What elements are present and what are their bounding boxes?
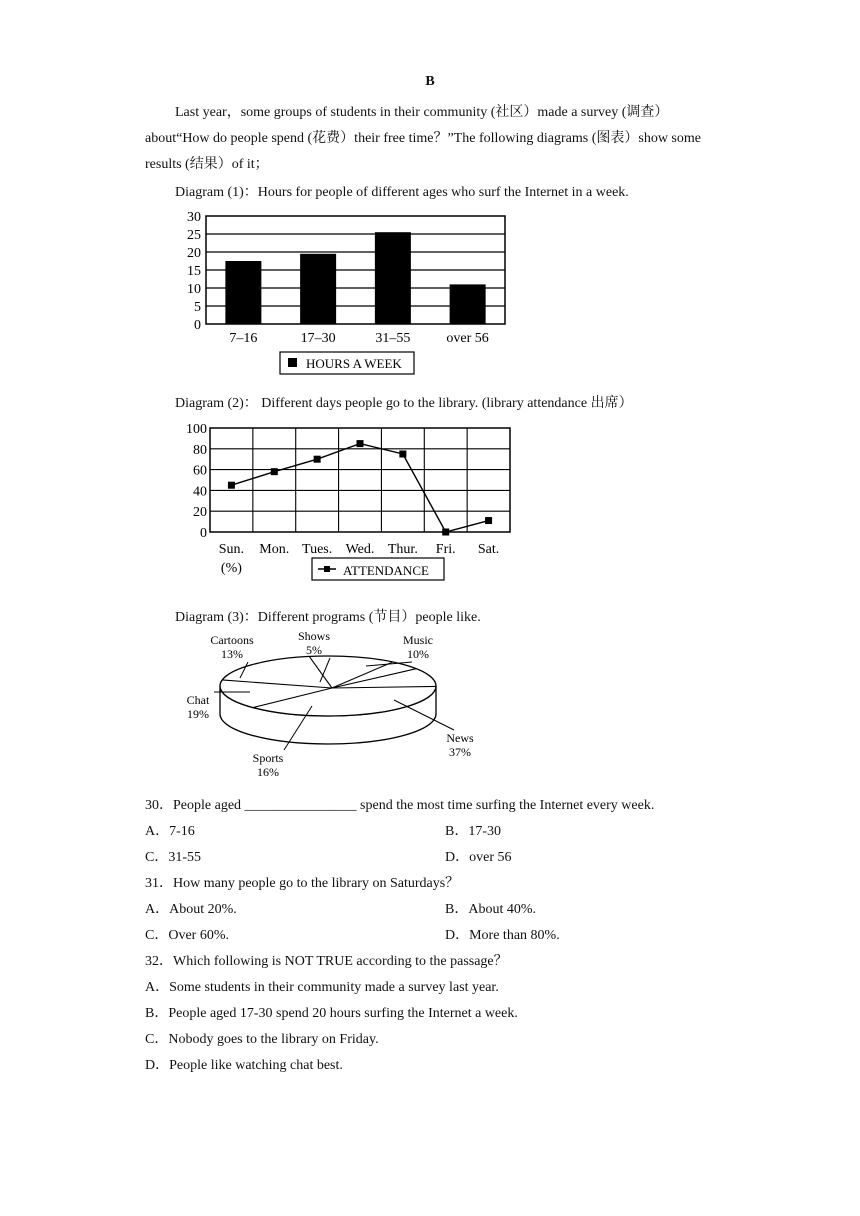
attendance-point-tues bbox=[314, 456, 321, 463]
pie-category-label: Chat bbox=[186, 693, 210, 707]
intro-paragraph: Last year，some groups of students in their community (社区）made a survey (调查）about“How do people spend (花费）their free time？”The following diagrams (图表）show some results (结果）of it； bbox=[145, 105, 701, 172]
bar-y-tick-label: 0 bbox=[194, 318, 201, 333]
bar-x-tick-label: 17–30 bbox=[300, 331, 336, 346]
line-x-tick-label: Sun. bbox=[218, 542, 245, 557]
bar-x-tick-label: 7–16 bbox=[229, 331, 258, 346]
line-x-tick-label: Tues. bbox=[302, 542, 333, 557]
question-31-option-b[interactable]: B．About 40%. bbox=[445, 902, 536, 917]
bar-chart bbox=[170, 204, 530, 380]
diagram-3-caption: Diagram (3)：Different programs (节目）people like. bbox=[175, 610, 481, 625]
question-32-option-c[interactable]: C．Nobody goes to the library on Friday. bbox=[145, 1032, 379, 1047]
pie-category-label: Shows bbox=[297, 630, 331, 643]
line-y-tick-label: 40 bbox=[193, 484, 207, 500]
bar-x-tick-label: over 56 bbox=[446, 331, 489, 346]
line-y-tick-label: 80 bbox=[193, 442, 207, 458]
pie-value-label: 19% bbox=[187, 707, 209, 721]
attendance-point-sat bbox=[485, 517, 492, 524]
bar-legend bbox=[280, 352, 414, 374]
pie-category-label: Sports bbox=[252, 751, 284, 765]
line-chart bbox=[170, 418, 530, 588]
section-heading: B bbox=[425, 74, 435, 89]
bar-legend-label: HOURS A WEEK bbox=[306, 356, 402, 371]
pie-value-label: 13% bbox=[221, 647, 243, 661]
bar-y-tick-label: 25 bbox=[187, 228, 201, 243]
pie-category-label: News bbox=[446, 731, 474, 745]
diagram-1-caption: Diagram (1)：Hours for people of different ages who surf the Internet in a week. bbox=[175, 185, 629, 200]
pie-category-label: Music bbox=[403, 633, 433, 647]
bar-y-tick-label: 10 bbox=[187, 282, 201, 297]
line-x-tick-label: Thur. bbox=[387, 542, 418, 557]
question-30-option-a[interactable]: A．7-16 bbox=[145, 824, 195, 839]
bar-y-tick-label: 15 bbox=[187, 264, 201, 279]
attendance-point-mon bbox=[271, 468, 278, 475]
question-31-option-c[interactable]: C．Over 60%. bbox=[145, 928, 229, 943]
pie-value-label: 37% bbox=[449, 745, 471, 759]
pie-value-label: 16% bbox=[257, 765, 279, 779]
bar-x-tick-label: 31–55 bbox=[375, 331, 411, 346]
line-legend bbox=[312, 558, 444, 580]
line-legend-label: ATTENDANCE bbox=[343, 563, 429, 578]
line-x-tick-label: Fri. bbox=[435, 542, 456, 557]
line-x-tick-label: Sat. bbox=[477, 542, 500, 557]
bar-y-tick-label: 30 bbox=[187, 210, 201, 225]
line-x-tick-label: Wed. bbox=[345, 542, 375, 557]
pie-value-label: 5% bbox=[306, 643, 322, 657]
line-y-tick-label: 0 bbox=[200, 526, 207, 541]
bar-1 bbox=[225, 261, 261, 324]
question-30-option-d[interactable]: D．over 56 bbox=[445, 850, 512, 865]
question-31-stem: 31．How many people go to the library on Saturdays？ bbox=[145, 876, 460, 891]
pie-category-label: Cartoons bbox=[210, 633, 254, 647]
bar-2 bbox=[300, 254, 336, 324]
question-31-option-d[interactable]: D．More than 80%. bbox=[445, 928, 560, 943]
bar-legend-swatch bbox=[288, 358, 297, 367]
question-31-option-a[interactable]: A．About 20%. bbox=[145, 902, 237, 917]
line-x-tick-label: Mon. bbox=[259, 542, 290, 557]
question-30-option-b[interactable]: B．17-30 bbox=[445, 824, 501, 839]
question-32-stem: 32．Which following is NOT TRUE according to the passage？ bbox=[145, 954, 508, 969]
attendance-line bbox=[231, 444, 488, 532]
bar-y-tick-label: 5 bbox=[194, 300, 201, 315]
question-30-stem: 30．People aged ________________ spend the most time surfing the Internet every week. bbox=[145, 798, 655, 813]
question-32-option-a[interactable]: A．Some students in their community made a survey last year. bbox=[145, 980, 499, 995]
pie-value-label: 10% bbox=[407, 647, 429, 661]
attendance-point-sun bbox=[228, 482, 235, 489]
bar-y-tick-label: 20 bbox=[187, 246, 201, 261]
question-32-option-d[interactable]: D．People like watching chat best. bbox=[145, 1058, 343, 1073]
line-y-tick-label: 60 bbox=[193, 463, 207, 479]
attendance-point-thur bbox=[399, 451, 406, 458]
pie-top bbox=[220, 656, 436, 716]
question-30-option-c[interactable]: C．31-55 bbox=[145, 850, 201, 865]
question-32-option-b[interactable]: B．People aged 17-30 spend 20 hours surfing the Internet a week. bbox=[145, 1006, 518, 1021]
pie-chart bbox=[170, 630, 490, 785]
line-y-tick-label: 100 bbox=[186, 422, 207, 437]
bar-4 bbox=[450, 284, 486, 324]
attendance-point-fri bbox=[442, 529, 449, 536]
line-y-tick-label: 20 bbox=[193, 505, 207, 521]
line-unit-label: (%) bbox=[220, 561, 242, 576]
diagram-2-caption: Diagram (2)： Different days people go to the library. (library attendance 出席） bbox=[175, 396, 633, 411]
bar-3 bbox=[375, 232, 411, 324]
attendance-point-wed bbox=[357, 440, 364, 447]
line-legend-marker bbox=[324, 566, 330, 572]
